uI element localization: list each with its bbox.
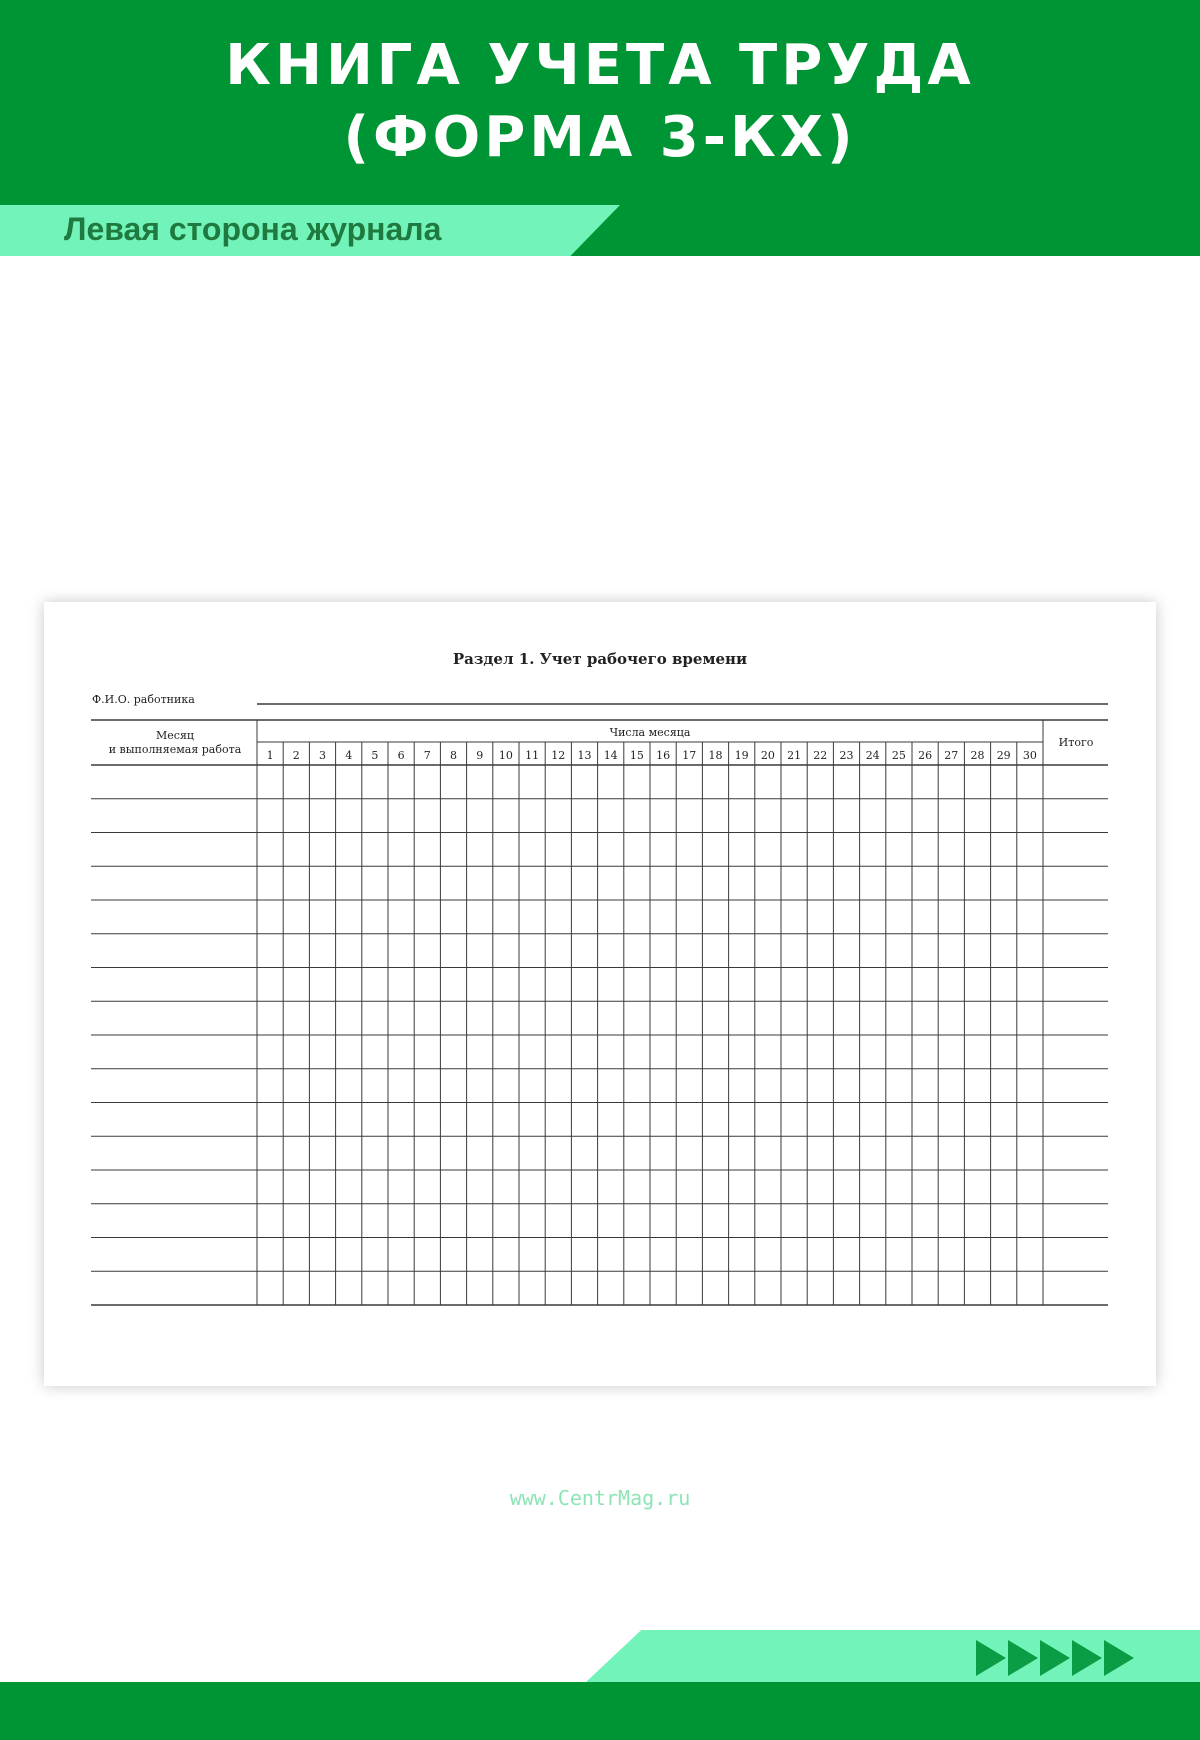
day-number: 11 xyxy=(525,749,540,762)
day-number: 7 xyxy=(423,749,431,762)
day-number: 15 xyxy=(629,749,644,762)
title-line-1: КНИГА УЧЕТА ТРУДА xyxy=(225,33,975,98)
col-month-sublabel: и выполняемая работа xyxy=(108,743,242,756)
day-number: 8 xyxy=(450,749,457,762)
form-table xyxy=(44,602,1156,1386)
arrow-right-icon xyxy=(1072,1640,1102,1676)
section-title: Раздел 1. Учет рабочего времени xyxy=(452,650,748,668)
day-number: 5 xyxy=(371,749,379,762)
day-number: 16 xyxy=(656,749,671,762)
title-line-2: (ФОРМА 3-КХ) xyxy=(343,105,857,170)
day-number: 22 xyxy=(813,749,828,762)
day-number: 2 xyxy=(292,749,300,762)
form-sheet xyxy=(44,602,1156,1386)
day-number: 27 xyxy=(944,749,959,762)
day-number: 18 xyxy=(708,749,723,762)
day-number: 21 xyxy=(787,749,802,762)
day-number: 17 xyxy=(682,749,697,762)
page-title xyxy=(0,30,1200,174)
next-arrows[interactable] xyxy=(976,1640,1134,1676)
day-number: 6 xyxy=(397,749,405,762)
day-number: 28 xyxy=(970,749,985,762)
footer-bar xyxy=(0,1682,1200,1740)
day-number: 13 xyxy=(577,749,592,762)
arrow-right-icon xyxy=(1040,1640,1070,1676)
col-total-label: Итого xyxy=(1058,736,1094,749)
subtitle: Левая сторона журнала xyxy=(64,211,442,247)
day-number: 26 xyxy=(918,749,933,762)
day-number: 3 xyxy=(319,749,326,762)
day-number: 19 xyxy=(734,749,749,762)
day-number: 14 xyxy=(603,749,618,762)
day-number: 4 xyxy=(345,749,353,762)
fio-label: Ф.И.О. работника xyxy=(92,693,195,706)
col-month-label: Месяц xyxy=(156,729,194,742)
arrow-right-icon xyxy=(976,1640,1006,1676)
day-number: 30 xyxy=(1022,749,1037,762)
day-number: 1 xyxy=(266,749,274,762)
day-number: 10 xyxy=(498,749,513,762)
day-number: 12 xyxy=(551,749,566,762)
day-number: 9 xyxy=(476,749,484,762)
arrow-right-icon xyxy=(1104,1640,1134,1676)
day-number: 24 xyxy=(865,749,880,762)
arrow-right-icon xyxy=(1008,1640,1038,1676)
day-number: 20 xyxy=(760,749,775,762)
day-number: 23 xyxy=(839,749,854,762)
day-number: 25 xyxy=(891,749,906,762)
col-days-label: Числа месяца xyxy=(609,726,691,739)
day-number: 29 xyxy=(996,749,1011,762)
watermark: www.CentrMag.ru xyxy=(509,1486,691,1510)
